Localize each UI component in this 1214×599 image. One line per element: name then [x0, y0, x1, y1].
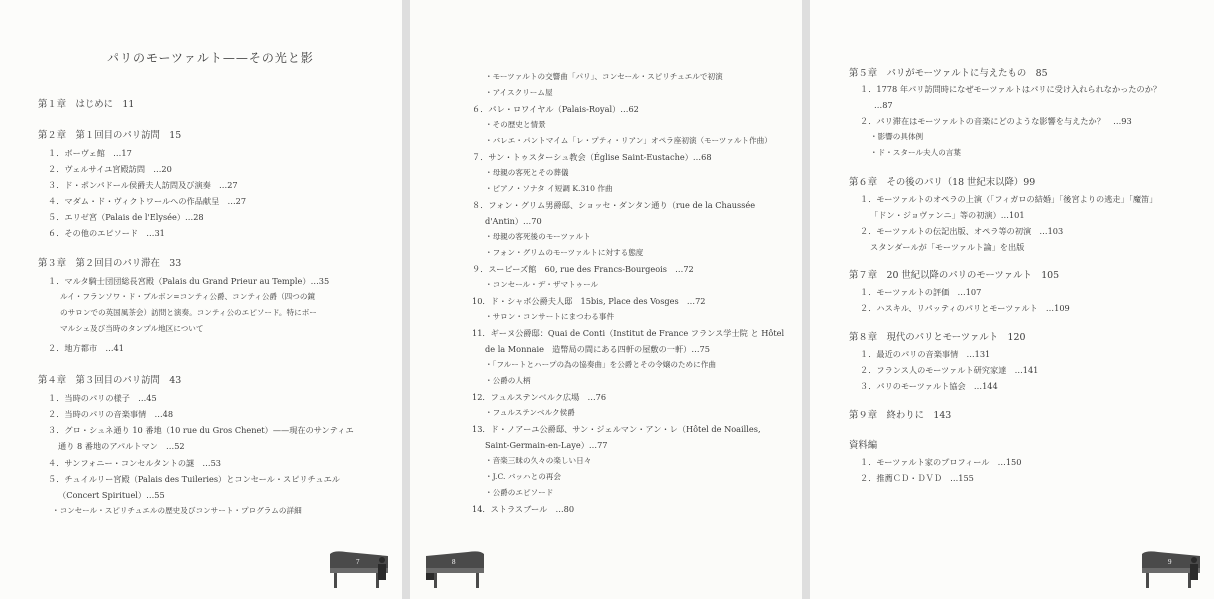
piano-player-icon [1140, 548, 1204, 590]
toc-chapter: 第９章 終わりに 143 [849, 410, 952, 421]
toc-entry: ５．チュイルリー宮殿（Palais des Tuileries）とコンセール・スピリチュエル [48, 474, 340, 484]
toc-entry: １．最近のパリの音楽事情 …131 [860, 349, 991, 359]
toc-entry: スタンダールが「モーツァルト論」を出版 [870, 242, 1025, 252]
toc-entry: de la Monnaie 造幣局の間にある四軒の屋敷の一軒）…75 [485, 344, 710, 354]
page-number: 9 [1168, 558, 1172, 566]
toc-entry: 12．フュルステンベルク広場 …76 [472, 392, 607, 402]
gutter [802, 0, 810, 599]
toc-entry: ２．パリ滞在はモーツァルトの音楽にどのような影響を与えたか？ …93 [860, 116, 1132, 126]
toc-entry: ８．フォン・グリム男爵邸、ショッセ・ダンタン通り（rue de la Chaussée [472, 200, 756, 210]
toc-chapter: 第５章 パリがモーツァルトに与えたもの 85 [849, 68, 1048, 79]
toc-entry-detail: ・バレエ・パントマイム「レ・プティ・リアン」オペラ座初演（モーツァルト作曲） [485, 136, 772, 145]
toc-entry-detail: ・コンセール・デ・ザマトゥール [485, 280, 599, 289]
toc-entry: 11．ギーヌ公爵邸：Quai de Conti（Institut de France フランス学士院 と Hôtel [472, 328, 785, 338]
toc-entry-detail: マルシェ及び当時のタンプル地区について [60, 324, 204, 333]
toc-entry: Saint-Germain-en-Laye）…77 [485, 440, 608, 450]
toc-entry: ９．スービーズ館 60, rue des Francs-Bourgeois …72 [472, 264, 694, 274]
toc-chapter: 第２章 第１回目のパリ訪問 15 [38, 130, 182, 141]
toc-entry: １．モーツァルトの評価 …107 [860, 287, 982, 297]
piano-player-icon [328, 548, 392, 590]
toc-entry-detail: ・影響の具体例 [870, 132, 924, 141]
toc-entry: ２．推薦ＣＤ・ＤＶＤ …155 [860, 473, 974, 483]
toc-entry-detail: ・フュルステンベルク侯爵 [485, 408, 575, 417]
toc-entry-detail: ・その歴史と情景 [485, 120, 546, 129]
page-9 [810, 0, 1214, 599]
toc-entry: １．モーツァルトのオペラの上演（「フィガロの結婚」「後宮よりの逃走」「魔笛」 [860, 194, 1158, 204]
toc-entry-detail: ・音楽三昧の久々の楽しい日々 [485, 456, 592, 465]
toc-appendix-heading: 資料編 [849, 440, 878, 451]
toc-entry-detail: ・「フルートとハープの為の協奏曲」を公爵とその令嬢のために作曲 [485, 360, 716, 369]
toc-entry: 10．ド・シャボ公爵夫人邸 15bis, Place des Vosges …72 [472, 296, 706, 306]
toc-entry: ６．パレ・ロワイヤル（Palais-Royal）…62 [472, 104, 639, 114]
toc-entry: １．当時のパリの様子 …45 [48, 393, 157, 403]
toc-entry-detail: ルイ・フランソワ・ド・ブルボン=コンティ公爵、コンティ公爵（四つの鏡 [60, 292, 316, 301]
toc-entry: ６．その他のエピソード …31 [48, 228, 165, 238]
toc-entry: １．1778 年パリ訪問時になぜモーツァルトはパリに受け入れられなかったのか？ [860, 84, 1162, 94]
toc-entry: 「ドン・ジョヴァンニ」等の初演）…101 [870, 210, 1025, 220]
toc-entry: １．マルタ騎士団団総長宮殿（Palais du Grand Prieur au Temple）…35 [48, 276, 330, 286]
page-7 [0, 0, 402, 599]
toc-entry-detail: ・母親の客死後のモーツァルト [485, 232, 591, 241]
book-title: パリのモーツァルト——その光と影 [107, 51, 314, 65]
toc-chapter: 第８章 現代のパリとモーツァルト 120 [849, 332, 1026, 343]
toc-entry: ５．エリゼ宮（Palais de l'Elysée）…28 [48, 212, 204, 222]
toc-entry-detail: ・公爵のエピソード [485, 488, 554, 497]
toc-entry: ２．ヴェルサイユ宮殿訪問 …20 [48, 164, 172, 174]
page-8 [410, 0, 802, 599]
toc-entry: ２．当時のパリの音楽事情 …48 [48, 409, 174, 419]
toc-entry-detail: ・コンセール・スピリチュエルの歴史及びコンサート・プログラムの詳細 [52, 506, 302, 515]
toc-entry-detail: ・アイスクリーム屋 [485, 88, 553, 97]
page-number: 8 [452, 558, 456, 566]
toc-entry: …87 [874, 100, 893, 110]
toc-chapter: 第４章 第３回目のパリ訪問 43 [38, 375, 182, 386]
toc-entry: ２．ハスキル、リパッティのパリとモーツァルト …109 [860, 303, 1070, 313]
toc-entry: ３．グロ・シュネ通り 10 番地（10 rue du Gros Chenet）——現在のサンティエ [48, 425, 354, 435]
toc-entry: 通り 8 番地のアパルトマン …52 [58, 441, 185, 451]
toc-entry: ３．パリのモーツァルト協会 …144 [860, 381, 998, 391]
toc-entry: ２．フランス人のモーツァルト研究家達 …141 [860, 365, 1039, 375]
toc-entry-detail: ・公爵の人柄 [485, 376, 531, 385]
toc-entry: ３．ド・ポンパドール侯爵夫人訪問及び演奏 …27 [48, 180, 238, 190]
toc-entry-detail: ・ピアノ・ソナタ イ短調 K.310 作曲 [485, 184, 613, 193]
toc-entry-detail: のサロンでの英国風茶会）訪問と演奏。コンティ公のエピソード。特にボー [60, 308, 317, 317]
toc-entry: 14．ストラスブール …80 [472, 504, 575, 514]
toc-entry: １．モーツァルト家のプロフィール …150 [860, 457, 1022, 467]
toc-entry: ４．マダム・ド・ヴィクトワールへの作品献呈 …27 [48, 196, 247, 206]
toc-entry-detail: ・モーツァルトの交響曲「パリ」、コンセール・スピリチュエルで初演 [485, 72, 723, 81]
toc-chapter: 第３章 第２回目のパリ滞在 33 [38, 258, 182, 269]
toc-chapter: 第１章 はじめに 11 [38, 99, 135, 110]
toc-chapter: 第６章 その後のパリ（18 世紀末以降）99 [849, 177, 1036, 188]
toc-entry: 13．ド・ノアーユ公爵邸、サン・ジェルマン・アン・レ（Hôtel de Noailles, [472, 424, 761, 434]
toc-entry: ２．地方都市 …41 [48, 343, 124, 353]
toc-entry: ２．モーツァルトの伝記出版、オペラ等の初演 …103 [860, 226, 1064, 236]
page-number: 7 [356, 558, 360, 566]
toc-entry-detail: ・J.C. バッハとの再会 [485, 472, 561, 481]
gutter [402, 0, 410, 599]
toc-entry-detail: ・サロン・コンサートにまつわる事件 [485, 312, 615, 321]
toc-entry: １．ボーヴェ館 …17 [48, 148, 132, 158]
toc-entry: ７．サン・トゥスターシュ教会（Église Saint-Eustache）…68 [472, 152, 712, 162]
toc-entry: d'Antin）…70 [485, 216, 542, 226]
toc-entry: ４．サンフォニー・コンセルタントの謎 …53 [48, 458, 222, 468]
toc-entry-detail: ・ド・スタール夫人の言葉 [870, 148, 961, 157]
toc-entry-detail: ・フォン・グリムのモーツァルトに対する態度 [485, 248, 644, 257]
toc-chapter: 第７章 20 世紀以降のパリのモーツァルト 105 [849, 270, 1060, 281]
toc-entry-detail: ・母親の客死とその葬儀 [485, 168, 569, 177]
toc-entry: （Concert Spirituel）…55 [58, 490, 165, 500]
piano-player-icon [422, 548, 486, 590]
